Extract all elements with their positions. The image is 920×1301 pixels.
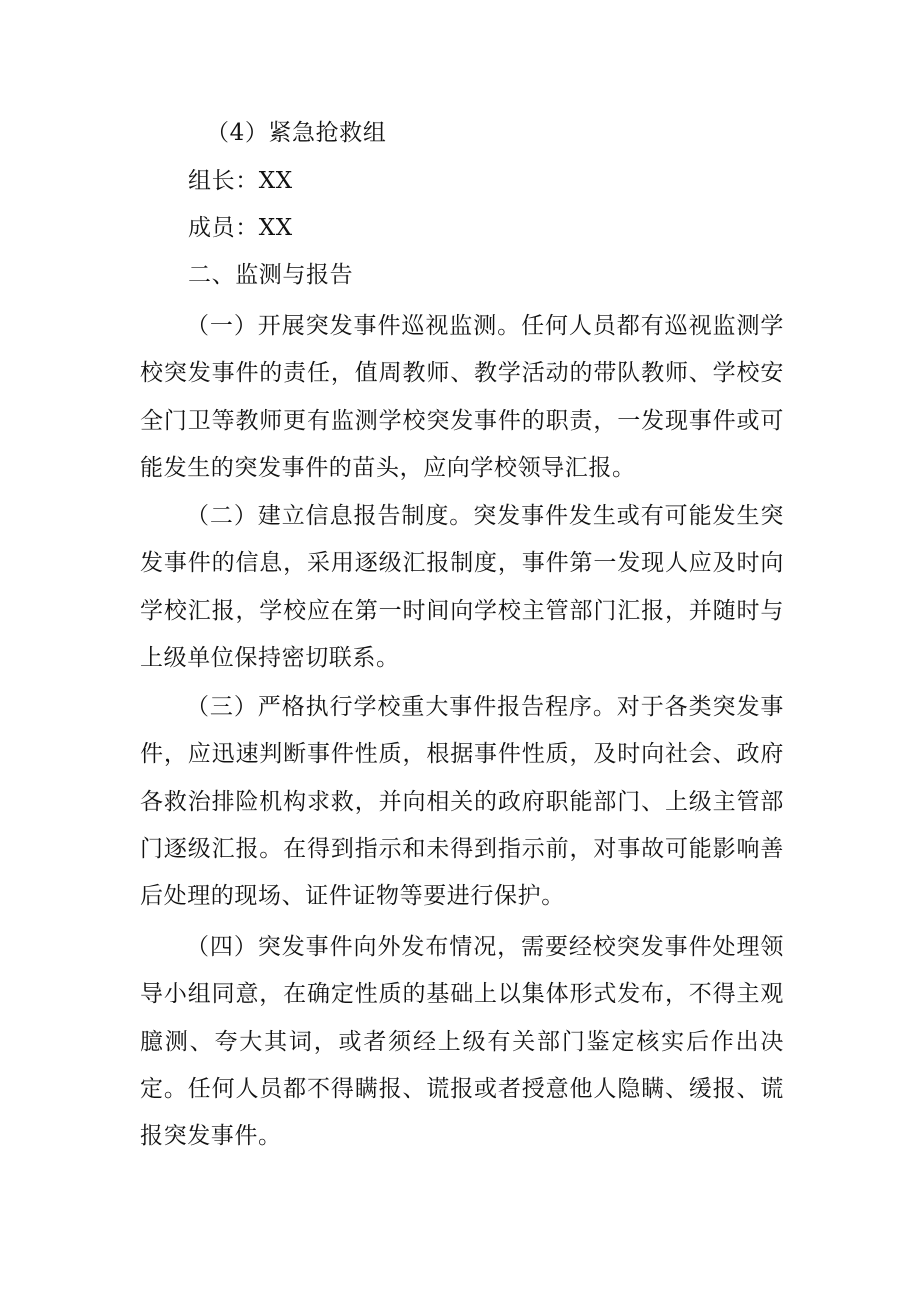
sub-heading-emergency-rescue-group: （4）紧急抢救组 [206, 120, 387, 146]
paragraph-external-release: （四）突发事件向外发布情况，需要经校突发事件处理领导小组同意，在确定性质的基础上以集体形式发布，不得主观臆测、夸大其词，或者须经上级有关部门鉴定核实后作出决定。任何人员都不得瞒报、谎报或者授意他人隐瞒、缓报、谎报突发事件。 [140, 934, 784, 1150]
paragraph-information-reporting-system: （二）建立信息报告制度。突发事件发生或有可能发生突发事件的信息，采用逐级汇报制度，事件第一发现人应及时向学校汇报，学校应在第一时间向学校主管部门汇报，并随时与上级单位保持密切联系。 [140, 503, 784, 671]
paragraph-major-event-reporting-procedure: （三）严格执行学校重大事件报告程序。对于各类突发事件，应迅速判断事件性质，根据事件性质，及时向社会、政府各救治排险机构求救，并向相关的政府职能部门、上级主管部门逐级汇报。在得到指示和未得到指示前，对事故可能影响善后处理的现场、证件证物等要进行保护。 [140, 694, 784, 910]
group-leader-line: 组长：XX [188, 168, 293, 194]
members-line: 成员：XX [188, 215, 293, 241]
section-heading-monitoring-and-reporting: 二、监测与报告 [188, 262, 354, 288]
paragraph-patrol-monitoring: （一）开展突发事件巡视监测。任何人员都有巡视监测学校突发事件的责任，值周教师、教学活动的带队教师、学校安全门卫等教师更有监测学校突发事件的职责，一发现事件或可能发生的突发事件的苗头，应向学校领导汇报。 [140, 313, 784, 481]
